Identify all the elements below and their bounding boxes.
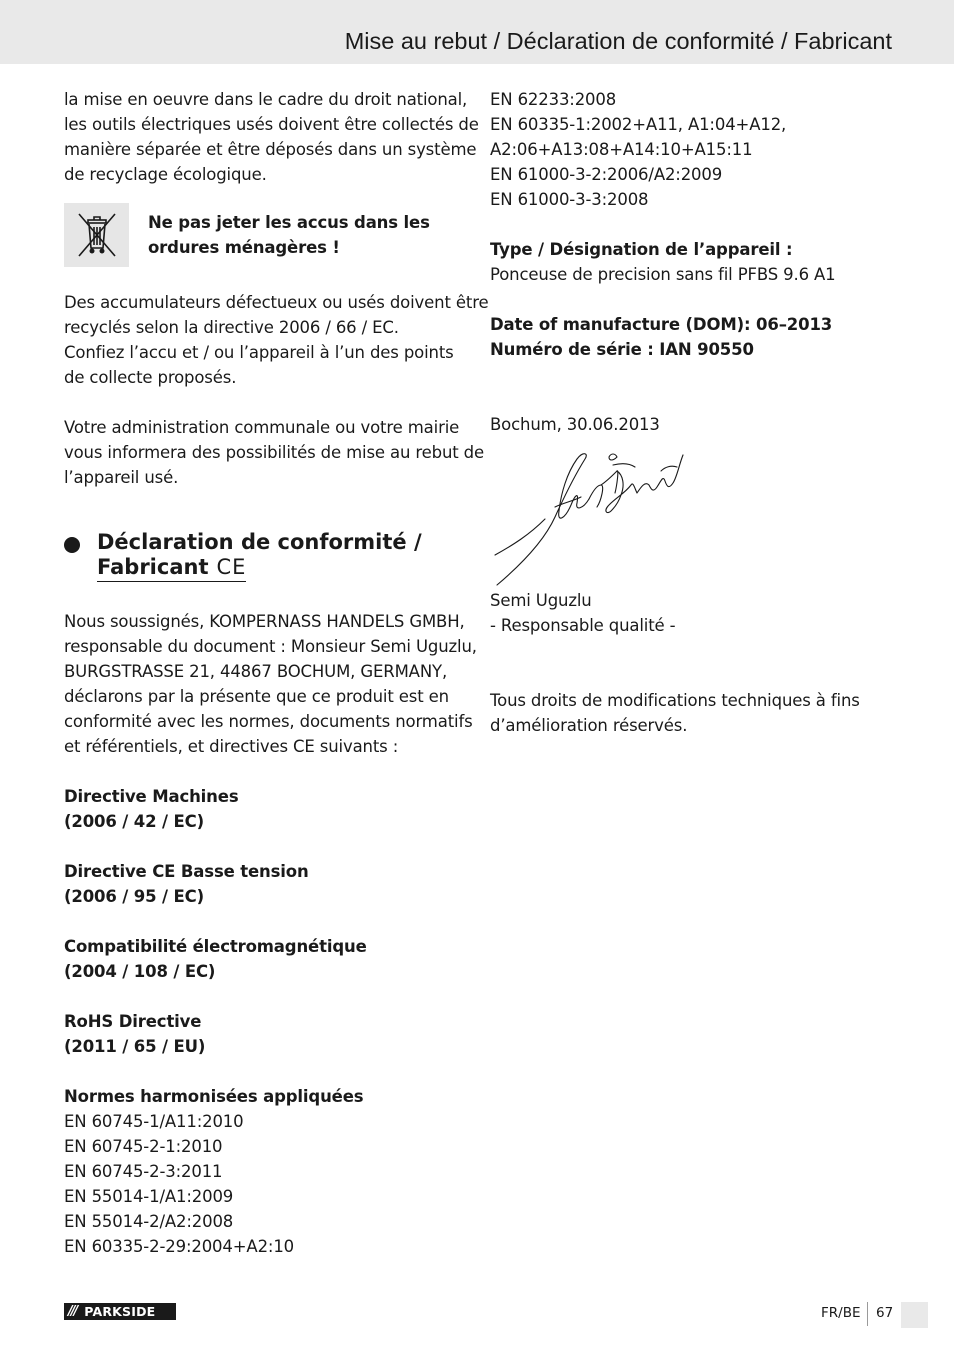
text-line: Tous droits de modifications techniques à fins	[490, 691, 860, 710]
text-line: recyclés selon la directive 2006 / 66 / EC.	[64, 318, 399, 337]
directive-name: RoHS Directive	[64, 1012, 202, 1031]
standard-item: EN 60335-1:2002+A11, A1:04+A12,	[490, 115, 787, 134]
text-line: de collecte proposés.	[64, 368, 237, 387]
standard-item: EN 60745-2-1:2010	[64, 1137, 223, 1156]
text-line: les outils électriques usés doivent être collectés de	[64, 115, 479, 134]
text-line: BURGSTRASSE 21, 44867 BOCHUM, GERMANY,	[64, 662, 448, 681]
rights-paragraph	[490, 688, 890, 738]
section-title	[97, 530, 422, 582]
section-heading	[64, 530, 466, 582]
device-type	[490, 237, 890, 287]
standards-title: Normes harmonisées appliquées	[64, 1087, 364, 1106]
right-column	[490, 87, 890, 738]
section-title-line: Fabricant	[97, 555, 209, 579]
directive-code: (2006 / 42 / EC)	[64, 812, 204, 831]
signer-block	[490, 588, 890, 638]
standard-item: EN 60745-2-3:2011	[64, 1162, 223, 1181]
ce-mark-icon: CE	[216, 555, 247, 579]
text-line: Nous soussignés, KOMPERNASS HANDELS GMBH,	[64, 612, 465, 631]
serial-line: Numéro de série : IAN 90550	[490, 340, 754, 359]
directive-item	[64, 934, 466, 984]
directive-code: (2011 / 65 / EU)	[64, 1037, 206, 1056]
dom-line: Date of manufacture (DOM): 06–2013	[490, 315, 833, 334]
device-type-label: Type / Désignation de l’appareil :	[490, 240, 793, 259]
text-line: Confiez l’accu et / ou l’appareil à l’un des points	[64, 343, 454, 362]
text-line: l’appareil usé.	[64, 468, 179, 487]
signer-name: Semi Uguzlu	[490, 591, 592, 610]
text-line: vous informera des possibilités de mise au rebut de	[64, 443, 484, 462]
text-line: manière séparée et être déposés dans un système	[64, 140, 477, 159]
text-line: responsable du document : Monsieur Semi Uguzlu,	[64, 637, 477, 656]
notice-text	[148, 210, 430, 260]
logo-slashes: ///	[68, 1304, 77, 1319]
intro-paragraph	[64, 87, 479, 187]
page-title: Mise au rebut / Déclaration de conformité / Fabricant	[344, 28, 892, 54]
standard-item: EN 61000-3-2:2006/A2:2009	[490, 165, 723, 184]
standard-item: EN 55014-1/A1:2009	[64, 1187, 234, 1206]
directive-name: Compatibilité électromagnétique	[64, 937, 367, 956]
directive-name: Directive CE Basse tension	[64, 862, 309, 881]
standard-item: A2:06+A13:08+A14:10+A15:11	[490, 140, 753, 159]
battery-paragraph	[64, 290, 489, 390]
battery-disposal-notice	[64, 203, 466, 267]
page-number: 67	[876, 1305, 894, 1321]
bullet-icon	[64, 537, 80, 553]
notice-line: ordures ménagères !	[148, 238, 340, 257]
crossed-bin-icon	[64, 203, 129, 267]
standard-item: EN 60335-2-29:2004+A2:10	[64, 1237, 295, 1256]
text-line: et référentiels, et directives CE suivants :	[64, 737, 399, 756]
text-line: de recyclage écologique.	[64, 165, 267, 184]
notice-line: Ne pas jeter les accus dans les	[148, 213, 430, 232]
standards-list	[64, 1084, 466, 1259]
directive-code: (2004 / 108 / EC)	[64, 962, 216, 981]
footer-divider	[867, 1302, 868, 1326]
place-date: Bochum, 30.06.2013	[490, 415, 660, 434]
page-header	[0, 0, 954, 64]
text-line: conformité avec les normes, documents normatifs	[64, 712, 473, 731]
logo-text: PARKSIDE	[84, 1304, 156, 1319]
declaration-paragraph	[64, 609, 477, 759]
directive-item	[64, 859, 466, 909]
footer-tab-marker	[901, 1302, 928, 1328]
standard-item: EN 60745-1/A11:2010	[64, 1112, 244, 1131]
manufacture-info	[490, 312, 890, 362]
directive-code: (2006 / 95 / EC)	[64, 887, 204, 906]
standard-item: EN 61000-3-3:2008	[490, 190, 649, 209]
text-line: d’amélioration réservés.	[490, 716, 688, 735]
standards-continued	[490, 87, 890, 212]
section-title-underlined	[97, 555, 246, 582]
left-column	[64, 87, 489, 1259]
section-title-line: Déclaration de conformité /	[97, 530, 422, 554]
directive-item	[64, 1009, 466, 1059]
language-code: FR/BE	[821, 1305, 861, 1321]
text-line: Votre administration communale ou votre mairie	[64, 418, 460, 437]
text-line: la mise en oeuvre dans le cadre du droit national,	[64, 90, 468, 109]
signature-image	[493, 445, 693, 587]
standard-item: EN 55014-2/A2:2008	[64, 1212, 234, 1231]
directive-item	[64, 784, 466, 834]
admin-paragraph	[64, 415, 484, 490]
device-type-value: Ponceuse de precision sans fil PFBS 9.6 A1	[490, 265, 836, 284]
brand-logo	[64, 1303, 176, 1320]
directive-name: Directive Machines	[64, 787, 239, 806]
signer-role: - Responsable qualité -	[490, 616, 676, 635]
standard-item: EN 62233:2008	[490, 90, 617, 109]
text-line: Des accumulateurs défectueux ou usés doivent être	[64, 293, 489, 312]
text-line: déclarons par la présente que ce produit est en	[64, 687, 449, 706]
